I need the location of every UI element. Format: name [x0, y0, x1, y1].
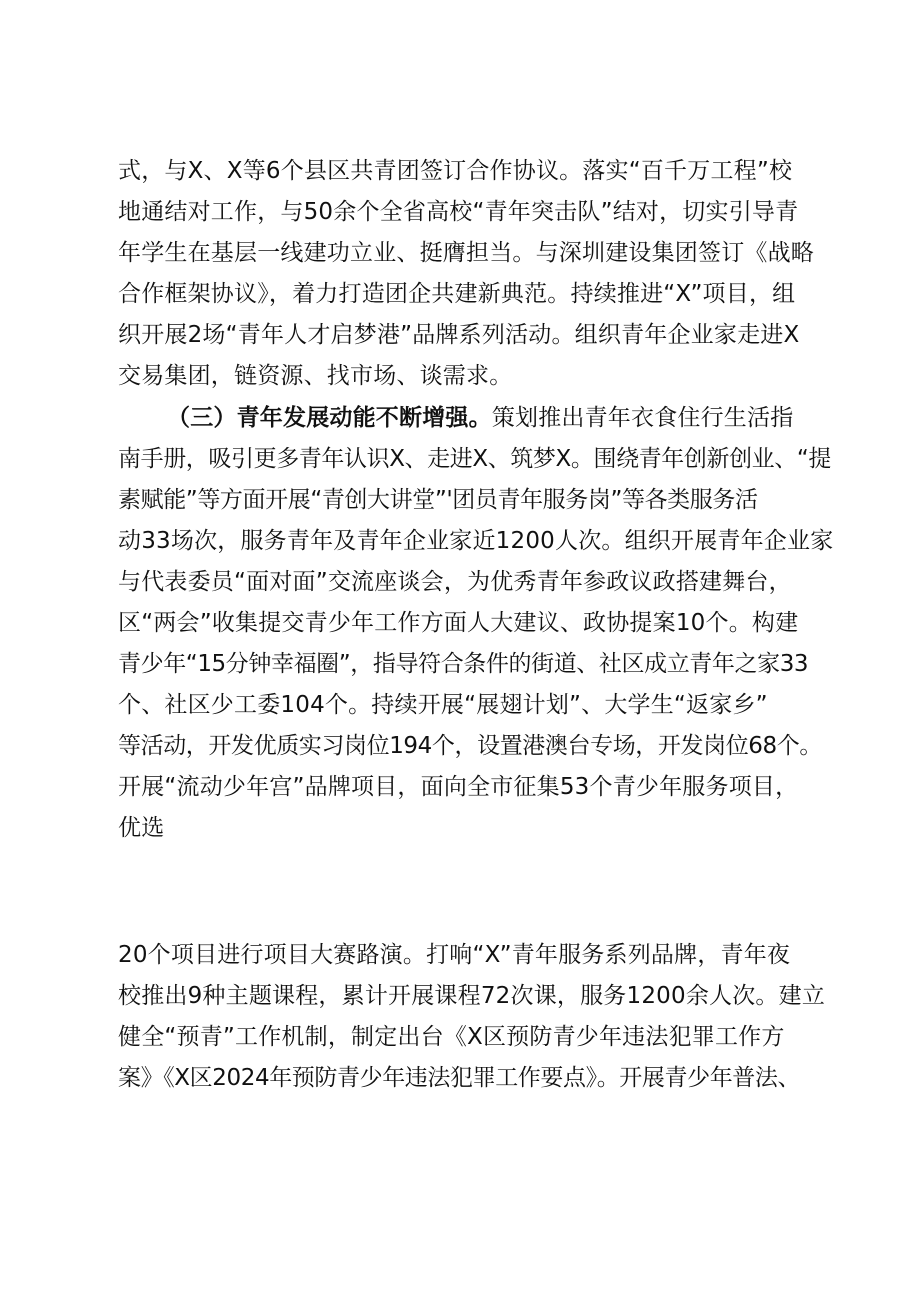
- text-line: 20个项目进行项目大赛路演。打响“X”青年服务系列品牌，青年夜: [118, 942, 791, 968]
- heading-continuation: 策划推出青年衣食住行生活指: [491, 405, 794, 431]
- text-line: 健全“预青”工作机制，制定出台《X区预防青少年违法犯罪工作方: [118, 1024, 785, 1050]
- section-heading: （三）青年发展动能不断增强。: [167, 405, 492, 431]
- text-line: 青少年“15分钟幸福圈”，指导符合条件的街道、社区成立青年之家33: [118, 651, 809, 677]
- paragraph-continuation: [118, 935, 826, 1099]
- text-line-first: [118, 398, 818, 439]
- text-line: 案》《X区2024年预防青少年违法犯罪工作要点》。开展青少年普法、: [118, 1065, 801, 1091]
- text-line: 个、社区少工委104个。持续开展“展翅计划”、大学生“返家乡”: [118, 692, 768, 718]
- text-line: 动33场次，服务青年及青年企业家近1200人次。组织开展青年企业家: [118, 528, 834, 554]
- text-line: 校推出9种主题课程，累计开展课程72次课，服务1200余人次。建立: [118, 983, 826, 1009]
- paragraph-cooperation: [118, 151, 818, 397]
- text-line: 合作框架协议》，着力打造团企共建新典范。持续推进“X”项目，组: [118, 281, 796, 307]
- text-line: 南手册，吸引更多青年认识X、走进X、筑梦X。围绕青年创新创业、“提: [118, 446, 831, 472]
- paragraph-youth-development: [118, 398, 834, 849]
- text-line: 与代表委员“面对面”交流座谈会，为优秀青年参政议政搭建舞台，: [118, 569, 792, 595]
- text-line: 等活动，开发优质实习岗位194个，设置港澳台专场，开发岗位68个。: [118, 733, 822, 759]
- text-line: 年学生在基层一线建功立业、挺膺担当。与深圳建设集团签订《战略: [118, 240, 814, 266]
- text-line: 优选: [118, 815, 165, 841]
- text-line: 织开展2场“青年人才启梦港”品牌系列活动。组织青年企业家走进X: [118, 322, 800, 348]
- text-line: 交易集团，链资源、找市场、谈需求。: [118, 363, 513, 389]
- text-line: 地通结对工作，与50余个全省高校“青年突击队”结对，切实引导青: [118, 199, 799, 225]
- text-line: 素赋能”等方面开展“青创大讲堂”'团员青年服务岗”等各类服务活: [118, 487, 758, 513]
- text-line: 式，与X、X等6个县区共青团签订合作协议。落实“百千万工程”校: [118, 158, 793, 184]
- text-line: 开展“流动少年宫”品牌项目，面向全市征集53个青少年服务项目，: [118, 774, 799, 800]
- text-line: 区“两会”收集提交青少年工作方面人大建议、政协提案10个。构建: [118, 610, 799, 636]
